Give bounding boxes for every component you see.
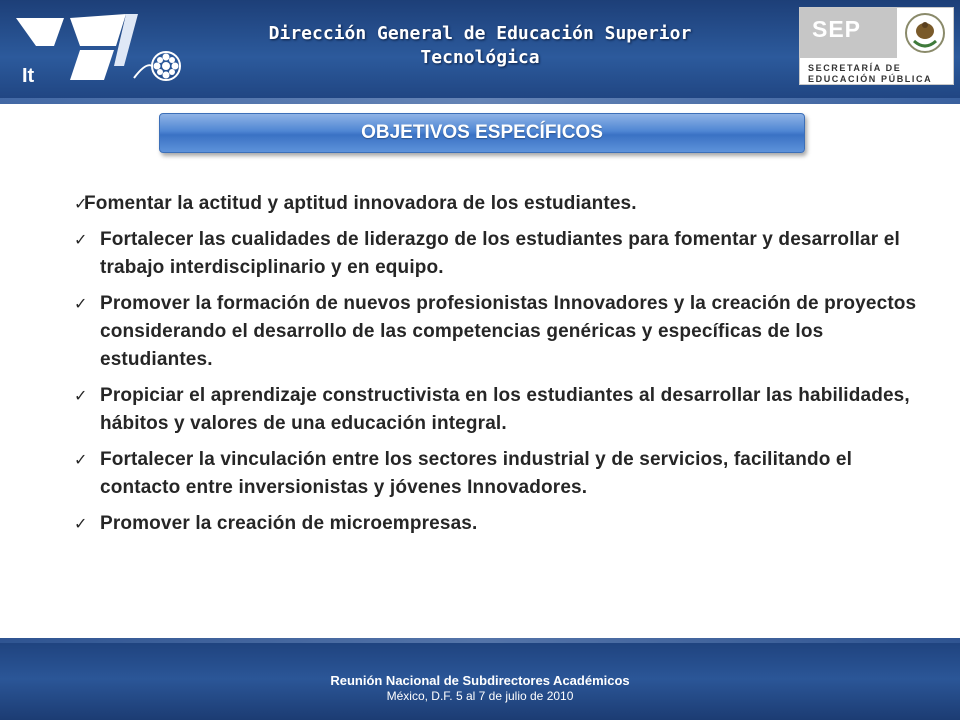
list-item <box>74 382 934 438</box>
objective-text: Promover la formación de nuevos profesionistas Innovadores y la creación de proyectos considerando el desarrollo de las competencias genéricas y específicas de los estudiantes. <box>100 293 917 370</box>
checkmark-icon: ✓ <box>74 514 88 533</box>
objective-text: Fomentar la actitud y aptitud innovadora de los estudiantes. <box>84 193 637 214</box>
it-logo-icon <box>6 6 196 96</box>
svg-text:It: It <box>22 65 35 87</box>
checkmark-icon: ✓ <box>74 194 88 213</box>
list-item <box>74 446 934 502</box>
checkmark-icon: ✓ <box>74 386 88 405</box>
section-title: OBJETIVOS ESPECÍFICOS <box>361 122 603 143</box>
objectives-list <box>74 190 934 538</box>
objective-text: Fortalecer las cualidades de liderazgo de los estudiantes para fomentar y desarrollar el trabajo interdisciplinario y en equipo. <box>100 229 900 278</box>
sep-logo-word: SEP <box>812 16 862 42</box>
section-title-bar <box>159 113 805 153</box>
objective-text: Propiciar el aprendizaje constructivista en los estudiantes al desarrollar las habilidades, hábitos y valores de una educación integral. <box>100 385 910 434</box>
checkmark-icon: ✓ <box>74 450 88 469</box>
header-title-line2: Tecnológica <box>420 47 540 68</box>
list-item <box>74 190 934 218</box>
list-item <box>74 290 934 374</box>
objective-text: Fortalecer la vinculación entre los sectores industrial y de servicios, facilitando el contacto entre inversionistas y jóvenes Innovadores. <box>100 449 853 498</box>
header-band <box>0 0 960 104</box>
mexico-shield-icon <box>902 11 948 56</box>
footer-event-date: México, D.F. 5 al 7 de julio de 2010 <box>386 689 574 703</box>
footer-event-title: Reunión Nacional de Subdirectores Académicos <box>330 673 630 688</box>
sep-logo-block <box>800 8 897 58</box>
header-title <box>200 22 760 70</box>
sep-logo <box>799 7 954 85</box>
sep-logo-line2: EDUCACIÓN PÚBLICA <box>808 74 933 84</box>
sep-logo-line1: SECRETARÍA DE <box>808 63 902 73</box>
checkmark-icon: ✓ <box>74 230 88 249</box>
objective-text: Promover la creación de microempresas. <box>100 513 478 534</box>
footer-band <box>0 638 960 720</box>
list-item <box>74 510 934 538</box>
header-title-line1: Dirección General de Educación Superior <box>268 23 692 44</box>
checkmark-icon: ✓ <box>74 294 88 313</box>
list-item <box>74 226 934 282</box>
